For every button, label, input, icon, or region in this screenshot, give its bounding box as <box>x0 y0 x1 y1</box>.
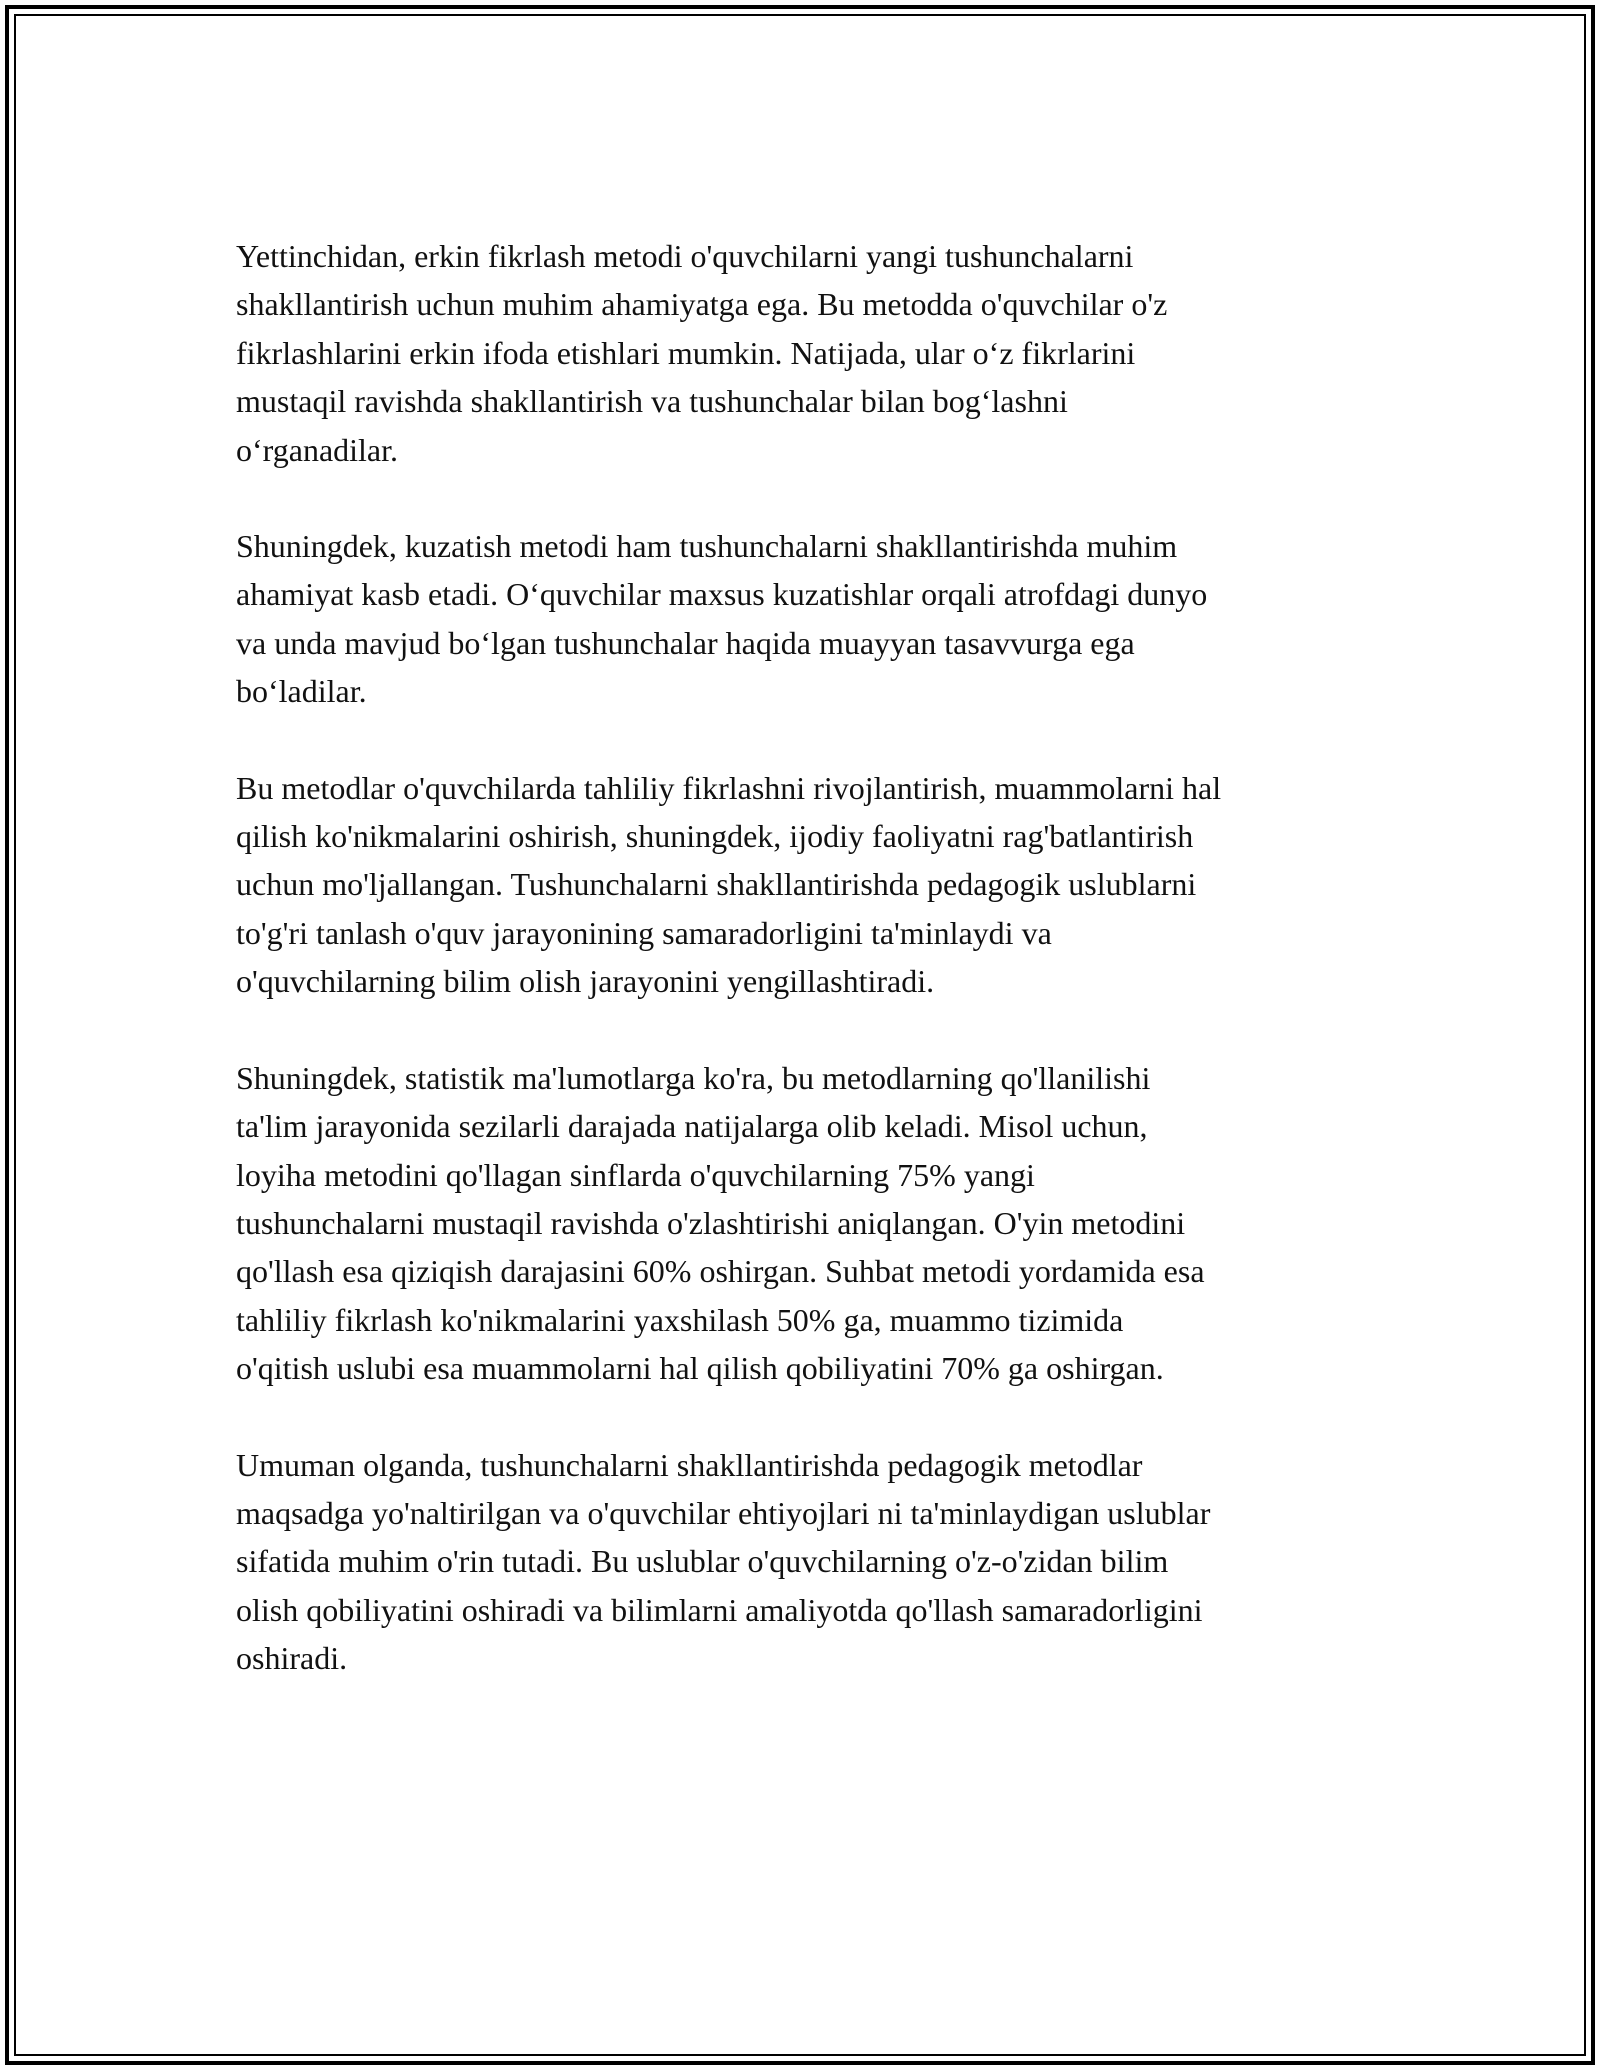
paragraph-5 <box>236 1441 1386 1683</box>
text-line: fikrlashlarini erkin ifoda etishlari mumkin. Natijada, ular o‘z fikrlarini <box>236 334 1136 371</box>
text-line: to'g'ri tanlash o'quv jarayonining samaradorligini ta'minlaydi va <box>236 914 1052 951</box>
text-line: qo'llash esa qiziqish darajasini 60% oshirgan. Suhbat metodi yordamida esa <box>236 1253 1205 1290</box>
text-line: mustaqil ravishda shakllantirish va tushunchalar bilan bog‘lashni <box>236 383 1068 420</box>
paragraph-2 <box>236 522 1386 716</box>
text-line: maqsadga yo'naltirilgan va o'quvchilar ehtiyojlari ni ta'minlaydigan uslublar <box>236 1494 1211 1531</box>
text-line: oshiradi. <box>236 1640 348 1677</box>
text-line: tahliliy fikrlash ko'nikmalarini yaxshilash 50% ga, muammo tizimida <box>236 1301 1124 1338</box>
paragraph-3 <box>236 764 1386 1006</box>
text-line: Bu metodlar o'quvchilarda tahliliy fikrlashni rivojlantirish, muammolarni hal <box>236 769 1222 806</box>
text-line: olish qobiliyatini oshiradi va bilimlarni amaliyotda qo'llash samaradorligini <box>236 1591 1203 1628</box>
text-line: tushunchalarni mustaqil ravishda o'zlashtirishi aniqlangan. O'yin metodini <box>236 1204 1186 1241</box>
paragraph-4 <box>236 1054 1386 1393</box>
text-line: va unda mavjud bo‘lgan tushunchalar haqida muayyan tasavvurga ega <box>236 624 1135 661</box>
text-line: sifatida muhim o'rin tutadi. Bu uslublar o'quvchilarning o'z-o'zidan bilim <box>236 1543 1169 1580</box>
text-line: ta'lim jarayonida sezilarli darajada natijalarga olib keladi. Misol uchun, <box>236 1108 1148 1145</box>
text-line: bo‘ladilar. <box>236 673 367 710</box>
text-line: Yettinchidan, erkin fikrlash metodi o'quvchilarni yangi tushunchalarni <box>236 238 1134 274</box>
text-line: Umuman olganda, tushunchalarni shakllantirishda pedagogik metodlar <box>236 1446 1143 1483</box>
text-line: Shuningdek, kuzatish metodi ham tushunchalarni shakllantirishda muhim <box>236 528 1178 565</box>
text-line: o‘rganadilar. <box>236 431 399 468</box>
text-line: uchun mo'ljallangan. Tushunchalarni shakllantirishda pedagogik uslublarni <box>236 866 1197 903</box>
text-line: qilish ko'nikmalarini oshirish, shuningdek, ijodiy faoliyatni rag'batlantirish <box>236 818 1194 855</box>
text-line: ahamiyat kasb etadi. O‘quvchilar maxsus kuzatishlar orqali atrofdagi dunyo <box>236 576 1208 613</box>
text-line: shakllantirish uchun muhim ahamiyatga ega. Bu metodda o'quvchilar o'z <box>236 286 1168 323</box>
text-line: o'qitish uslubi esa muammolarni hal qilish qobiliyatini 70% ga oshirgan. <box>236 1350 1164 1387</box>
paragraph-1 <box>236 232 1386 474</box>
text-line: Shuningdek, statistik ma'lumotlarga ko'ra, bu metodlarning qo'llanilishi <box>236 1059 1151 1096</box>
text-line: o'quvchilarning bilim olish jarayonini yengillashtiradi. <box>236 963 935 1000</box>
document-body <box>236 232 1386 1731</box>
text-line: loyiha metodini qo'llagan sinflarda o'quvchilarning 75% yangi <box>236 1156 1035 1193</box>
